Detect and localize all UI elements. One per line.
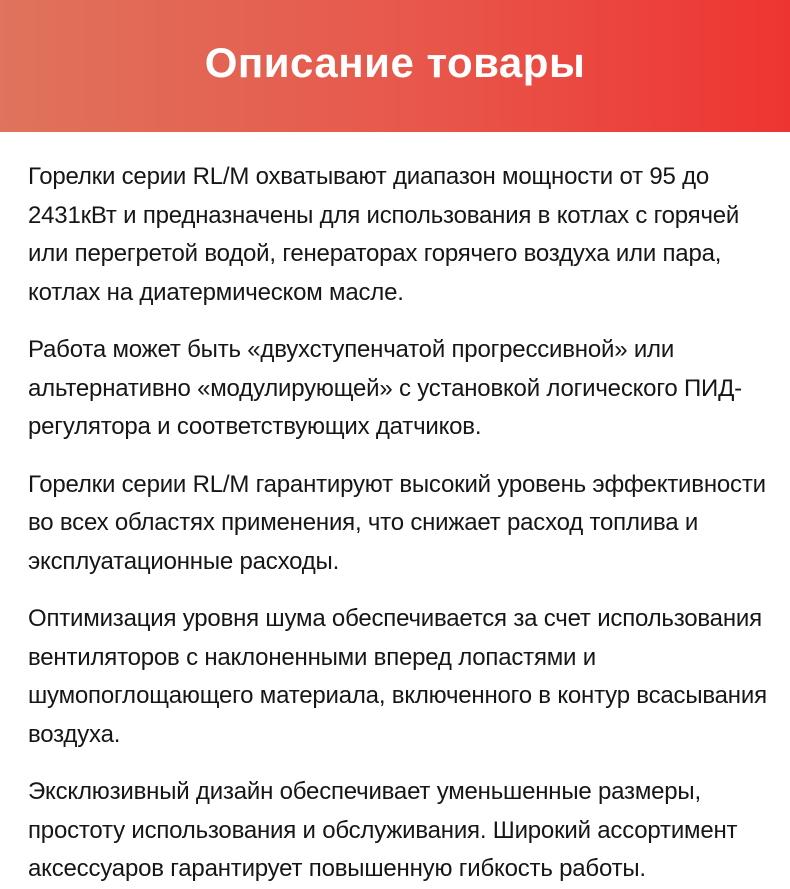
description-paragraph-operation-modes: Работа может быть «двухступенчатой прогрессивной» или альтернативно «модулирующей» с установкой логического ПИД-регулятора и соответствующих датчиков.	[28, 336, 742, 440]
page-title: Описание товары	[204, 39, 586, 86]
product-description-banner	[0, 0, 790, 132]
description-body	[0, 132, 790, 889]
description-paragraph-efficiency: Горелки серии RL/M гарантируют высокий уровень эффективности во всех областях применения, что снижает расход топлива и эксплуатационные расходы.	[28, 470, 766, 575]
description-paragraph-exclusive-design: Эксклюзивный дизайн обеспечивает уменьшенные размеры, простоту использования и обслуживания. Широкий ассортимент аксессуаров гарантирует повышенную гибкость работы.	[28, 778, 738, 882]
description-paragraph-noise-optimization: Оптимизация уровня шума обеспечивается за счет использования вентиляторов с наклоненными вперед лопастями и шумопоглощающего материала, включенного в контур всасывания воздуха.	[28, 605, 767, 748]
description-paragraph-power-range: Горелки серии RL/M охватывают диапазон мощности от 95 до 2431кВт и предназначены для использования в котлах с горячей или перегретой водой, генераторах горячего воздуха или пара, котлах на диатермическом масле.	[28, 163, 740, 306]
